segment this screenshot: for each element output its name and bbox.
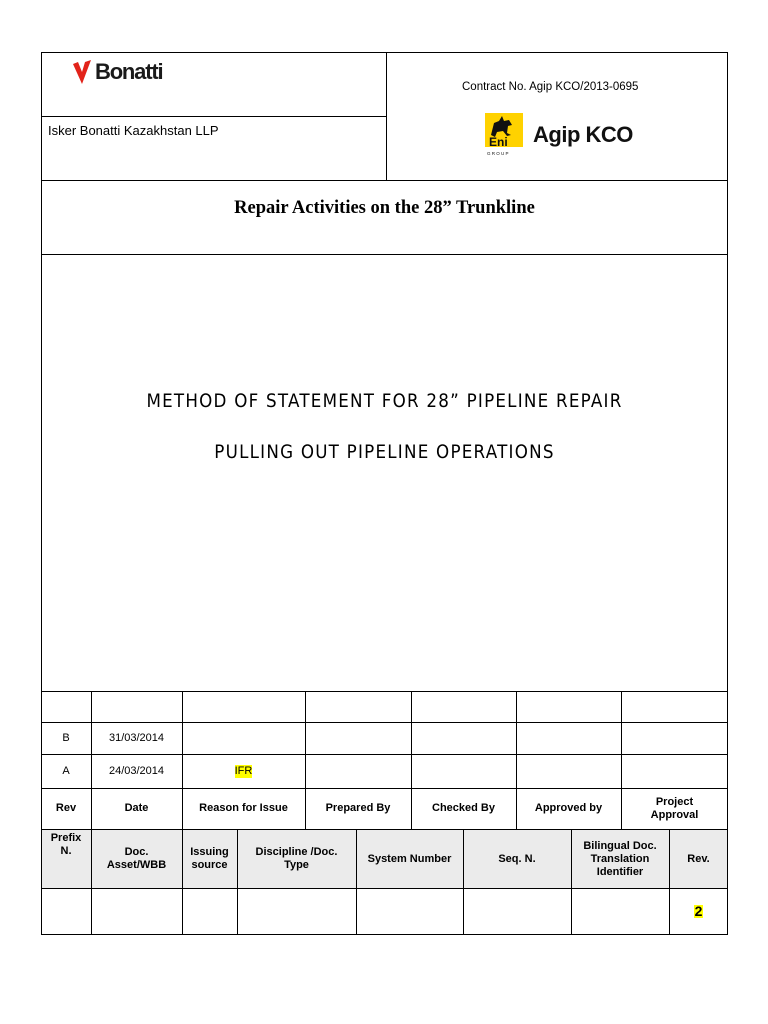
revision-date-b: 31/03/2014 [108, 731, 165, 744]
project-title: Repair Activities on the 28” Trunkline [234, 198, 535, 218]
header-prepared-by: Prepared By [325, 802, 391, 814]
bonatti-mark-icon [71, 58, 93, 86]
title-bottom-line [41, 254, 728, 255]
header-issuing-source: Issuing source [190, 846, 229, 871]
document-title-line-1: METHOD OF STATEMENT FOR 28” PIPELINE REPAIR [146, 390, 623, 412]
header-bilingual: Bilingual Doc. Translation Identifier [583, 839, 657, 878]
revision-date-a: 24/03/2014 [108, 764, 165, 777]
revision-rev-b: B [62, 731, 70, 744]
header-bottom-line [41, 180, 728, 181]
doc-number-row-line [41, 888, 728, 889]
revision-reason-a [182, 754, 305, 788]
header-divider [386, 52, 387, 180]
header-date: Date [124, 802, 149, 814]
header-rev: Rev [55, 802, 77, 814]
header-rev-code: Rev. [687, 852, 710, 865]
header-system-number: System Number [367, 852, 452, 865]
eni-label: Eni [489, 135, 508, 149]
header-approved-by: Approved by [534, 802, 603, 814]
company-name: Isker Bonatti Kazakhstan LLP [48, 123, 219, 138]
agip-kco-logo-text: Agip KCO [533, 122, 633, 147]
doc-rev-value-cell [669, 888, 728, 935]
revision-rev-a: A [62, 764, 70, 777]
revision-cell [41, 691, 91, 722]
revision-table-top [41, 691, 728, 692]
header-left-divider [41, 116, 386, 117]
header-doc-asset: Doc. Asset/WBB [106, 846, 167, 871]
header-project-approval: Project Approval [650, 795, 699, 821]
bonatti-logo [71, 58, 162, 86]
header-seq: Seq. N. [498, 852, 536, 865]
header-prefix: Prefix N. [50, 832, 82, 857]
agip-kco-logo [485, 113, 633, 157]
eni-dog-icon [485, 113, 523, 157]
ifr-highlight: IFR [234, 764, 253, 777]
eni-group-label: G R O U P [487, 151, 509, 156]
header-reason-for-issue: Reason for Issue [199, 802, 288, 814]
bonatti-logo-text: Bonatti [95, 59, 163, 84]
header-checked-by: Checked By [432, 802, 495, 814]
doc-rev-value: 2 [694, 903, 703, 919]
document-title-line-2: PULLING OUT PIPELINE OPERATIONS [214, 441, 555, 463]
header-discipline: Discipline /Doc. Type [255, 846, 338, 871]
contract-number: Contract No. Agip KCO/2013-0695 [462, 81, 639, 93]
